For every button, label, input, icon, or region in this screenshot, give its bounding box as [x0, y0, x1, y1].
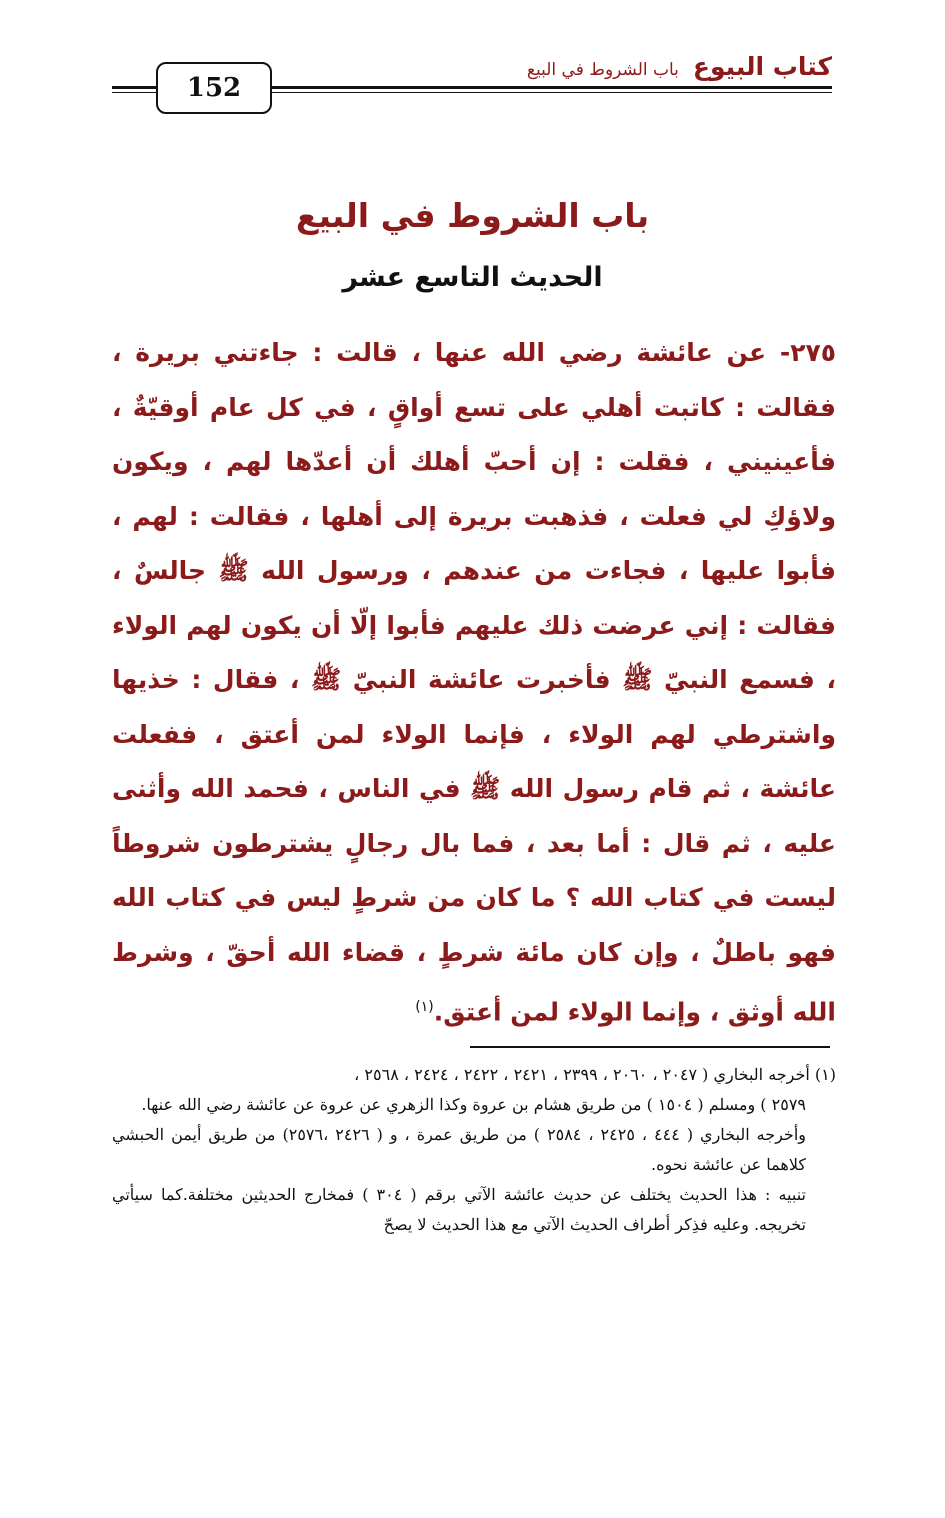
- footnote-line: (١) أخرجه البخاري ( ٢٠٤٧ ، ٢٠٦٠ ، ٢٣٩٩ ، ٢٤٢١ ، ٢٤٢٢ ، ٢٤٢٤ ، ٢٥٦٨ ،: [354, 1065, 836, 1084]
- hadith-body: [112, 326, 836, 1040]
- page-number: 152: [186, 73, 242, 103]
- book-title: كتاب البيوع: [692, 52, 832, 81]
- footnote-reference: (١): [415, 999, 434, 1015]
- running-header: [519, 52, 832, 81]
- page-number-box: [156, 62, 272, 114]
- footnotes: [112, 1060, 836, 1240]
- footnote-line: ٢٥٧٩ ) ومسلم ( ١٥٠٤ ) من طريق هشام بن عروة وكذا الزهري عن عروة عن عائشة رضي الله عنها.: [141, 1095, 806, 1114]
- chapter-title: باب الشروط في البيع: [526, 60, 679, 80]
- footnote-line: وأخرجه البخاري ( ٤٤٤ ، ٢٤٢٥ ، ٢٥٨٤ ) من طريق عمرة ، و ( ٢٤٢٦ ،٢٥٧٦) من طريق أيمن الحبشي كلاهما عن عائشة نحوه.: [112, 1125, 806, 1174]
- section-title: باب الشروط في البيع: [295, 196, 650, 235]
- section-subtitle: الحديث التاسع عشر: [342, 262, 603, 293]
- hadith-text: ٢٧٥- عن عائشة رضي الله عنها ، قالت : جاءتني بريرة ، فقالت : كاتبت أهلي على تسع أواقٍ ، في كل عام أوقيّةٌ ، فأعينيني ، فقلت : إن أحبّ أهلك أن أعدّها لهم ، ويكون ولاؤكِ لي فعلت ، فذهبت بريرة إلى أهلها ، فقالت : لهم ، فأبوا عليها ، فجاءت من عندهم ، ورسول الله ﷺ جالسٌ ، فقالت : إني عرضت ذلك عليهم فأبوا إلّا أن يكون لهم الولاء ، فسمع النبيّ ﷺ فأخبرت عائشة النبيّ ﷺ ، فقال : خذيها واشترطي لهم الولاء ، فإنما الولاء لمن أعتق ، ففعلت عائشة ، ثم قام رسول الله ﷺ في الناس ، فحمد الله وأثنى عليه ، ثم قال : أما بعد ، فما بال رجالٍ يشترطون شروطاً ليست في كتاب الله ؟ ما كان من شرطٍ ليس في كتاب الله فهو باطلٌ ، وإن كان مائة شرطٍ ، قضاء الله أحقّ ، وشرط الله أوثق ، وإنما الولاء لمن أعتق.: [112, 338, 836, 1027]
- footnote-line: تنبيه : هذا الحديث يختلف عن حديث عائشة الآتي برقم ( ٣٠٤ ) فمخارج الحديثين مختلفة.كما سيأتي تخريجه. وعليه فذِكر أطراف الحديث الآتي مع هذا الحديث لا يصحّ: [112, 1185, 806, 1234]
- footnote-separator: [470, 1046, 830, 1048]
- page-header: [112, 52, 832, 112]
